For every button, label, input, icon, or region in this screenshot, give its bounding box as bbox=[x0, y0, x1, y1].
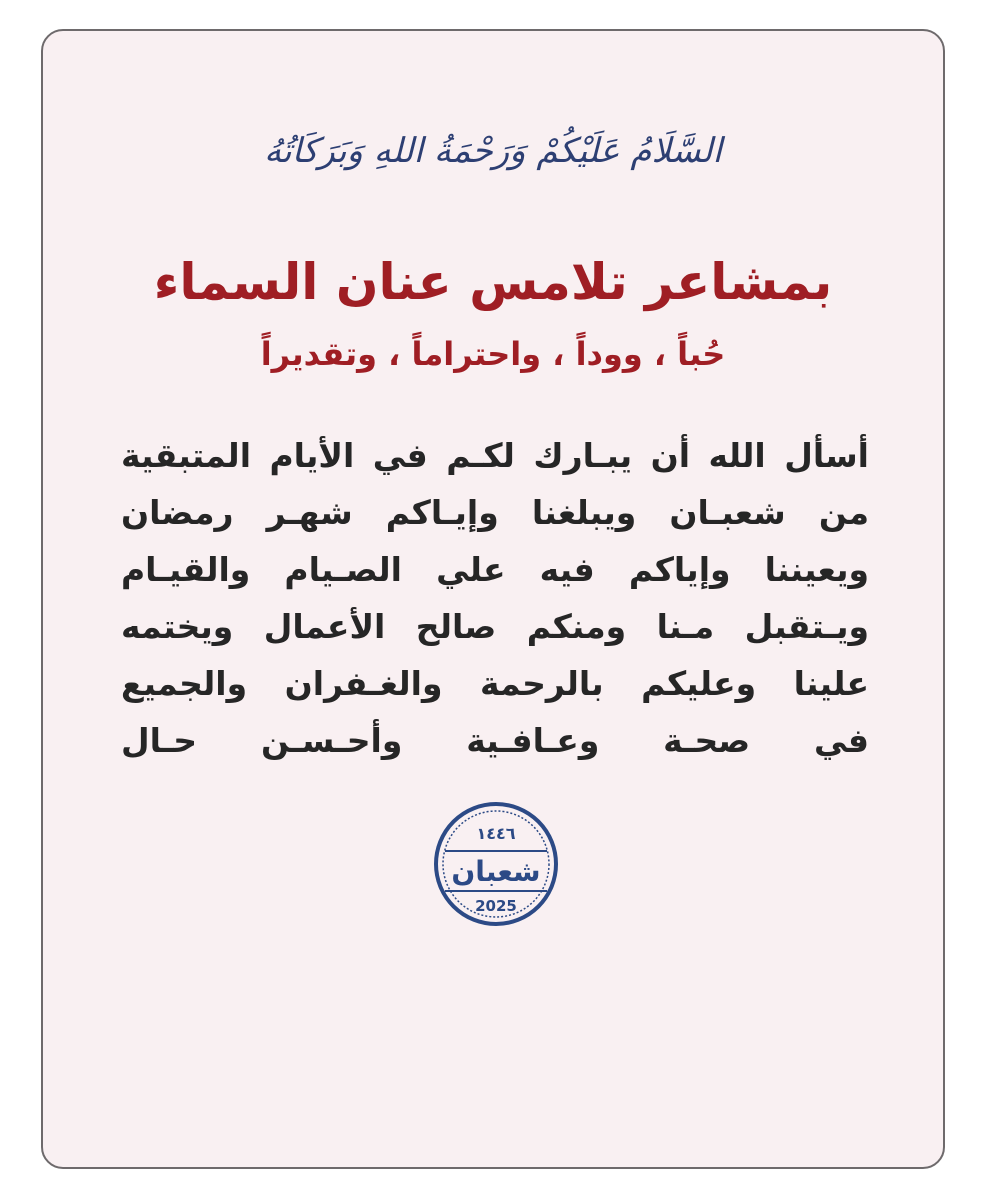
card-title: بمشاعر تلامس عنان السماء bbox=[153, 253, 833, 311]
shaban-stamp-icon bbox=[431, 799, 561, 929]
stamp-month: شعبان bbox=[451, 855, 541, 888]
stamp-gregorian-year: 2025 bbox=[475, 897, 517, 915]
body-line: ويعيننا وإياكم فيه علي الصـيام والقيـام bbox=[121, 550, 869, 589]
greeting-calligraphy: السَّلَامُ عَلَيْكُمْ وَرَحْمَةُ اللهِ وَبَرَكَاتُهُ bbox=[264, 131, 722, 171]
body-line: ويـتقبل مـنا ومنكم صالح الأعمال ويختمه bbox=[121, 607, 869, 646]
body-line: علينا وعليكم بالرحمة والغـفران والجميع bbox=[121, 664, 869, 703]
body-line: أسأل الله أن يبـارك لكـم في الأيام المتبقية bbox=[121, 436, 869, 475]
greeting-card bbox=[41, 29, 945, 1169]
body-line: في صحـة وعـافـية وأحـسـن حـال bbox=[121, 721, 869, 760]
card-body bbox=[121, 427, 869, 769]
body-line: من شعبـان ويبلغنا وإيـاكم شهـر رمضان bbox=[121, 493, 869, 532]
stamp-hijri-year: ١٤٤٦ bbox=[476, 824, 516, 843]
card-subtitle: حُباً ، ووداً ، واحتراماً ، وتقديراً bbox=[260, 335, 726, 373]
